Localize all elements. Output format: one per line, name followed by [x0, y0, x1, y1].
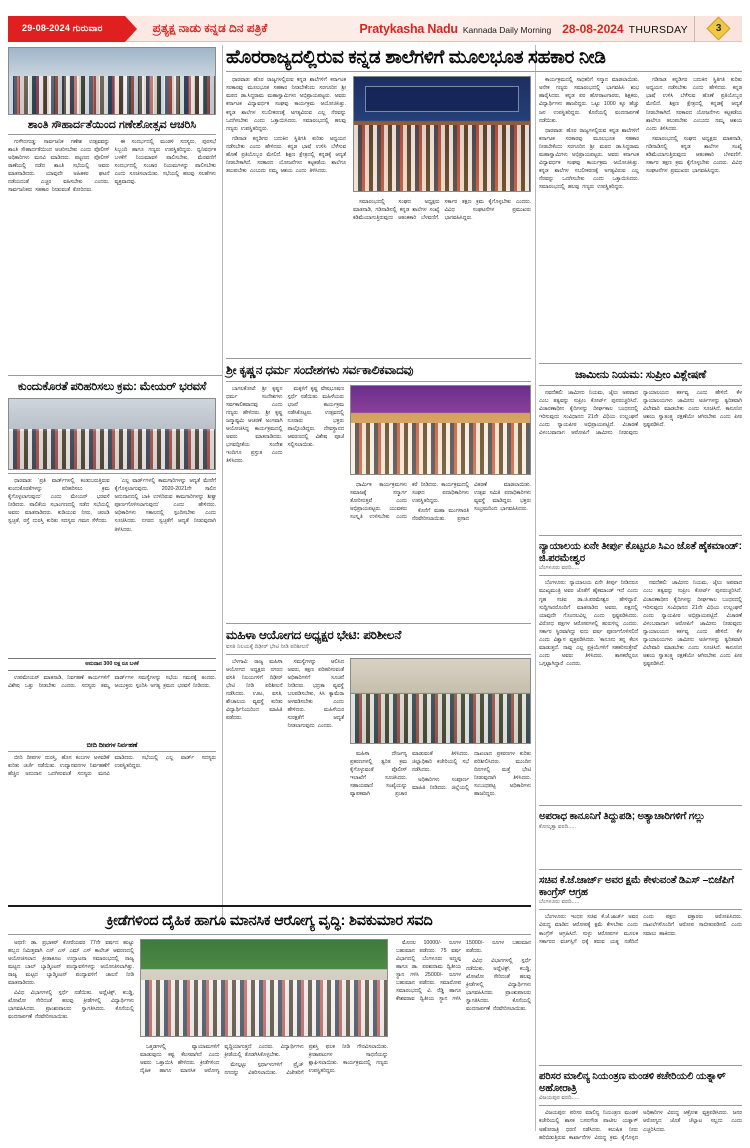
- divider: [226, 654, 531, 655]
- page-number-badge: [706, 16, 730, 40]
- krishna-para-2: ಮಕ್ಕಳಿಗೆ ಕೃಷ್ಣ ವೇಷಭೂಷಣ ಸ್ಪರ್ಧೆ ನಡೆಯಿತು. ಮಹಿಳೆಯರು ಭಜನೆ ಕಾರ್ಯಕ್ರಮ ನಡೆಸಿಕೊಟ್ಟರು. ಉತ್ಸವದಲ್ಲಿ ನೂರಾರು ಭಕ್ತರು ಪಾಲ್ಗೊಂಡಿದ್ದರು. ದೇವಸ್ಥಾನದ ಆವರಣದಲ್ಲಿ ವಿಶೇಷ ಪೂಜೆ ಸಲ್ಲಿಸಲಾಯಿತು.: [287, 385, 344, 449]
- photo-people-layer: [9, 76, 215, 114]
- women-col-1: [226, 658, 344, 912]
- photo-background: [9, 48, 215, 76]
- section-rule-mid-2: [226, 623, 531, 624]
- lead-layout: [226, 76, 742, 361]
- lead-col-2: [353, 198, 531, 361]
- krishna-col-1: [226, 385, 344, 621]
- lead-para-4: ಕಾರ್ಯಕ್ರಮದಲ್ಲಿ ಸಾಧಕರಿಗೆ ಸನ್ಮಾನ ಮಾಡಲಾಯಿತು. ಅನೇಕ ಗಣ್ಯರು ಸಮಾರಂಭದಲ್ಲಿ ಭಾಗವಹಿಸಿ ಶುಭ ಹಾರೈಸಿದರು. ಕನ್ನಡ ಪರ ಹೋರಾಟಗಾರರು, ಶಿಕ್ಷಕರು, ವಿದ್ಯಾರ್ಥಿಗಳು ಹಾಜರಿದ್ದರು. ಒಟ್ಟು 1000 ಕ್ಕೂ ಹೆಚ್ಚು ಜನ ಉಪಸ್ಥಿತರಿದ್ದರು. ಕೊನೆಯಲ್ಲಿ ವಂದನಾರ್ಪಣೆ ನಡೆಯಿತು.: [539, 77, 639, 124]
- article-mayor: [8, 381, 216, 964]
- krishna-col-2: [350, 481, 531, 621]
- crime-kicker: ಕೋಲ್ಕತ್ತಾ ವರದಿ.....: [539, 823, 576, 830]
- page-number-text: 3: [715, 23, 722, 34]
- women-para-2: ಸಮಸ್ಯೆಗಳನ್ನು ಆಲಿಸಿದ ಅವರು, ತಕ್ಷಣ ಪರಿಹರಿಸುವಂತೆ ಅಧಿಕಾರಿಗಳಿಗೆ ಸೂಚನೆ ನೀಡಿದರು. ಭದ್ರತಾ ವ್ಯವಸ್ಥೆ ಬಲಪಡಿಸಬೇಕು, ಸಿಸಿ ಕ್ಯಾಮೆರಾ ಅಳವಡಿಸಬೇಕು ಎಂದು ಹೇಳಿದರು. ಮಹಿಳೆಯರ ಸುರಕ್ಷತೆಗೆ ಆದ್ಯತೆ ನೀಡಲಾಗುವುದು ಎಂದರು.: [287, 658, 344, 730]
- divider: [539, 385, 742, 386]
- mayor-subheading: ಬೀದಿ ದೀಪಗಳ ನಿರ್ವಹಣೆ: [8, 742, 216, 752]
- lead-para-5: ಧಾರವಾಡ: ಹೊರ ರಾಜ್ಯಗಳಲ್ಲಿರುವ ಕನ್ನಡ ಶಾಲೆಗಳಿಗೆ ಕರ್ನಾಟಕ ಸರಕಾರವು ಮೂಲಭೂತ ಸಹಕಾರ ನೀಡಬೇಕೆಂದು ಸರಗೂರಿನ ಶ್ರೀ ಮಠದ ಡಾ.ಸಿದ್ಧರಾಮ ಮಹಾಸ್ವಾಮಿಗಳು ಅಭಿಪ್ರಾಯಪಟ್ಟರು. ಅವರು ಕರ್ನಾಟಕ ವಿದ್ಯಾವರ್ಧಕ ಸಂಘವು ಕಾರ್ಯಕ್ರಮ ಆಯೋಜಿಸಿತ್ತು. ಕನ್ನಡ ಶಾಲೆಗಳ ಸಬಲೀಕರಣಕ್ಕೆ ಅಗತ್ಯವಿರುವ ಎಲ್ಲ ನೆರವನ್ನು ಒದಗಿಸಬೇಕು ಎಂದು ಒತ್ತಾಯಿಸಿದರು. ಸಮಾರಂಭದಲ್ಲಿ ಹಲವು ಗಣ್ಯರು ಉಪಸ್ಥಿತರಿದ್ದರು.: [539, 127, 639, 190]
- masthead-kannada-title: ಪ್ರತ್ಯಕ್ಷ ನಾಡು ಕನ್ನಡ ದಿನ ಪತ್ರಿಕೆ: [152, 21, 268, 35]
- krishna-layout: [226, 385, 531, 621]
- lead-para-6: ಗಡಿನಾಡ ಕನ್ನಡಿಗರ ಬದುಕಿನ ಸ್ಥಿತಿಗತಿ ಕುರಿತು ಅಧ್ಯಯನ ನಡೆಸಬೇಕು ಎಂದು ಹೇಳಿದರು. ಕನ್ನಡ ಭಾಷೆ ಉಳಿಸಿ ಬೆಳೆಸುವ ಹೊಣೆ ಪ್ರತಿಯೊಬ್ಬರ ಮೇಲಿದೆ. ಶಿಕ್ಷಣ ಕ್ಷೇತ್ರದಲ್ಲಿ ಕನ್ನಡಕ್ಕೆ ಆದ್ಯತೆ ನೀಡಬೇಕಾಗಿದೆ. ಸರಕಾರದ ಯೋಜನೆಗಳು ಕಟ್ಟಕಡೆಯ ಶಾಲೆಗೂ ತಲುಪಬೇಕು ಎಂಬುದು ನಮ್ಮ ಆಶಯ ಎಂದು ತಿಳಿಸಿದರು.: [646, 77, 742, 132]
- photo-people-layer: [9, 429, 215, 470]
- article-court-highcommand: [539, 541, 742, 819]
- mayor-para-1: ಧಾರವಾಡ: ‘ಪ್ರತಿ ವಾರ್ಡ್‌ಗಳಲ್ಲಿ ಕಂಡುಬರುತ್ತಿರುವ ಕುಂದುಕೊರತೆಗಳನ್ನು ಪರಿಹರಿಸಲು ಕ್ರಮ ಕೈಗೊಳ್ಳಲಾಗುವುದು’ ಎಂದು ಮೇಯರ್ ಭರವಸೆ ನೀಡಿದರು. ಪಾಲಿಕೆಯ ಸಭಾಂಗಣದಲ್ಲಿ ನಡೆದ ಸಭೆಯಲ್ಲಿ ಅವರು ಮಾತನಾಡಿದರು. ಕುಡಿಯುವ ನೀರು, ಚರಂಡಿ ಸ್ವಚ್ಛತೆ, ರಸ್ತೆ ದುರಸ್ತಿ ಕುರಿತು ಸದಸ್ಯರು ಗಮನ ಸೆಳೆದರು.: [8, 478, 110, 525]
- lead-col-3: [539, 76, 639, 361]
- column-rule-1: [222, 45, 223, 923]
- masthead-date-flag: 29-08-2024 ಗುರುವಾರ: [8, 16, 125, 42]
- krishna-para-4: ಕೊನೆಗೆ ಮಹಾ ಮಂಗಳಾರತಿ ನೆರವೇರಿಸಲಾಯಿತು. ಪ್ರಸಾದ ವಿತರಣೆ ಮಾಡಲಾಯಿತು. ಉತ್ಸವ ಸಮಿತಿ ಪದಾಧಿಕಾರಿಗಳು ವ್ಯವಸ್ಥೆ ಮಾಡಿದ್ದರು. ಭಕ್ತರು ಸಂಭ್ರಮದಿಂದ ಭಾಗವಹಿಸಿದರು.: [412, 481, 531, 522]
- police-meeting-photo: [8, 47, 216, 115]
- sports-team-group-photo: [140, 939, 388, 1037]
- divider: [539, 1105, 742, 1106]
- masthead: [8, 16, 742, 42]
- bail-para-1: ನವದೆಹಲಿ: ಜಾಮೀನು ನಿಯಮ, ಜೈಲು ಅಪವಾದ ಎಂಬ ತತ್ವವನ್ನು ಸುಪ್ರೀಂ ಕೋರ್ಟ್ ಪುನರುಚ್ಚರಿಸಿದೆ. ವಿಚಾರಣಾಧೀನ ಕೈದಿಗಳನ್ನು ದೀರ್ಘಕಾಲ ಬಂಧನದಲ್ಲಿ ಇರಿಸುವುದು ಸಂವಿಧಾನದ 21ನೇ ವಿಧಿಯ ಉಲ್ಲಂಘನೆ ಎಂದು ನ್ಯಾಯಪೀಠ ಅಭಿಪ್ರಾಯಪಟ್ಟಿದೆ. ವಿಚಾರಣೆ ವಿಳಂಬವಾದಾಗ ಆರೋಪಿಗೆ ಜಾಮೀನು ನೀಡುವುದು ನ್ಯಾಯಾಲಯದ ಕರ್ತವ್ಯ ಎಂದು ಹೇಳಿದೆ. ಕೆಳ ನ್ಯಾಯಾಲಯಗಳು ಜಾಮೀನು ಅರ್ಜಿಗಳನ್ನು ತ್ವರಿತವಾಗಿ ವಿಲೇವಾರಿ ಮಾಡಬೇಕು ಎಂದು ಸೂಚಿಸಿದೆ. ಕಾನೂನಿನ ಆಶಯ ಸ್ವಾತಂತ್ರ್ಯ ರಕ್ಷಣೆಯೇ ಆಗಿರಬೇಕು ಎಂದು ಪೀಠ ಸ್ಪಷ್ಟಪಡಿಸಿದೆ.: [539, 389, 742, 436]
- lead-col-1: [226, 76, 346, 361]
- sports-headline: ಕ್ರೀಡೆಗಳಿಂದ ದೈಹಿಕ ಹಾಗೂ ಮಾನಸಿಕ ಆರೋಗ್ಯ ವೃದ್ಧಿ: ಶಿವಕುಮಾರ ಸವದಿ: [106, 913, 433, 929]
- crime-headline: ಅಪರಾಧ ಕಾನೂನಿಗೆ ತಿದ್ದುಪಡಿ; ಅತ್ಯಾಚಾರಿಗಳಿಗೆ ಗಲ್ಲು: [539, 811, 705, 822]
- photo-people-layer: [354, 125, 530, 191]
- bail-body: [539, 389, 742, 529]
- article-pollution-protest: [539, 1071, 742, 1148]
- women-layout: [226, 658, 531, 912]
- divider: [226, 381, 531, 382]
- article-women-commission: [226, 629, 531, 912]
- sports-col-2: [140, 1043, 388, 1135]
- ganesh-para-1: ಗುಳೇದಗುಡ್ಡ: ಸಾರ್ವಜನಿಕ ಗಣೇಶ ಉತ್ಸವವನ್ನು ಶಾಂತಿ ಸೌಹಾರ್ದತೆಯಿಂದ ಆಚರಿಸಬೇಕು ಎಂದು ಪೊಲೀಸ್ ಅಧಿಕಾರಿಗಳು ಮನವಿ ಮಾಡಿದರು. ಪಟ್ಟಣದ ಪೊಲೀಸ್ ಠಾಣೆಯಲ್ಲಿ ನಡೆದ ಶಾಂತಿ ಸಭೆಯಲ್ಲಿ ಅವರು ಮಾತನಾಡಿದರು. ಯಾವುದೇ ಅಹಿತಕರ ಘಟನೆ ನಡೆಯದಂತೆ ಎಚ್ಚರ ವಹಿಸಬೇಕು ಎಂದರು. ಸಾರ್ವಜನಿಕರು ಸಹಕಾರ ನೀಡುವಂತೆ ಕೋರಿದರು.: [8, 139, 110, 194]
- mayor-para-4: ಬೀದಿ ದೀಪಗಳ ದುರಸ್ತಿ, ಹೊಸ ಕಂಬಗಳ ಅಳವಡಿಕೆ ಕುರಿತು ಚರ್ಚೆ ನಡೆಯಿತು. ಉದ್ಯಾನವನಗಳ ನಿರ್ವಹಣೆಗೆ ಹೆಚ್ಚಿನ ಅನುದಾನ ಒದಗಿಸುವಂತೆ ಸದಸ್ಯರು ಮನವಿ ಮಾಡಿದರು. ಸಭೆಯಲ್ಲಿ ಎಲ್ಲ ವಾರ್ಡ್ ಸದಸ್ಯರು ಉಪಸ್ಥಿತರಿದ್ದರು.: [8, 755, 216, 778]
- section-rule-right-1: [539, 363, 742, 364]
- court-headline: ನ್ಯಾಯಾಲಯ ಏನೇ ತೀರ್ಪು ಕೊಟ್ಟರೂ ಸಿಎಂ ಜೊತೆ ಹೈಕಮಾಂಡ್: ಜಿ.ಪರಮೇಶ್ವರ: [539, 541, 742, 564]
- women-para-4: ಅಧಿಕಾರಿಗಳು ಸಂಪೂರ್ಣ ಮಾಹಿತಿ ನೀಡಿದರು. ಜಿಲ್ಲೆಯಲ್ಲಿ ದಾಖಲಾದ ಪ್ರಕರಣಗಳ ಕುರಿತು ಪರಿಶೀಲಿಸಿದರು. ಮುಂದಿನ ದಿನಗಳಲ್ಲಿ ಮತ್ತೆ ಭೇಟಿ ನೀಡುವುದಾಗಿ ತಿಳಿಸಿದರು. ಸಂಬಂಧಪಟ್ಟ ಅಧಿಕಾರಿಗಳು ಹಾಜರಿದ್ದರು.: [412, 750, 531, 798]
- women-para-3: ಮಹಿಳಾ ದೌರ್ಜನ್ಯ ಪ್ರಕರಣಗಳಲ್ಲಿ ತ್ವರಿತ ಕ್ರಮ ಕೈಗೊಳ್ಳುವಂತೆ ಪೊಲೀಸ್ ಇಲಾಖೆಗೆ ಸೂಚಿಸಿದರು. ಸಹಾಯವಾಣಿ ಸಂಖ್ಯೆಯನ್ನು ವ್ಯಾಪಕವಾಗಿ ಪ್ರಚಾರ ಮಾಡುವಂತೆ ತಿಳಿಸಿದರು. ಜಿಲ್ಲಾಧಿಕಾರಿ ಕಚೇರಿಯಲ್ಲಿ ಸಭೆ ನಡೆಸಿದರು.: [350, 750, 469, 798]
- photo-people-layer: [351, 694, 530, 743]
- pollution-headline: ಪರಿಸರ ಮಾಲಿನ್ಯ ನಿಯಂತ್ರಣ ಮಂಡಳಿ ಕಚೇರಿಯಲಿ ಯತ್ನಾಳ್ ಅಹೋರಾತ್ರಿ: [539, 1071, 726, 1094]
- congress-para-1: ಬೆಂಗಳೂರು: ಇಂಧನ ಸಚಿವ ಕೆ.ಜೆ.ಜಾರ್ಜ್ ಅವರ ವಿರುದ್ಧ ಮಾಡಿದ ಆರೋಪಕ್ಕೆ ಕ್ಷಮೆ ಕೇಳಬೇಕು ಎಂದು ಕಾಂಗ್ರೆಸ್ ಆಗ್ರಹಿಸಿದೆ. ಸುಳ್ಳು ಆರೋಪಗಳ ಮೂಲಕ ಸರ್ಕಾರದ ವರ್ಚಸ್ಸಿಗೆ ಧಕ್ಕೆ ತರುವ ಯತ್ನ ನಡೆದಿದೆ ಎಂದು ಪಕ್ಷದ ವಕ್ತಾರರು ಆರೋಪಿಸಿದರು. ದಾಖಲೆಗಳೊಂದಿಗೆ ಆರೋಪ ಸಾಬೀತುಪಡಿಸಲಿ ಎಂದು ಸವಾಲು ಹಾಕಿದರು.: [539, 914, 742, 945]
- ganesh-para-2: ಈ ಸಂದರ್ಭದಲ್ಲಿ ಮಂಡಳಿ ಸದಸ್ಯರು, ಪುರಸಭೆ ಸಿಬ್ಬಂದಿ ಹಾಗೂ ಗಣ್ಯರು ಉಪಸ್ಥಿತರಿದ್ದರು. ಧ್ವನಿವರ್ಧಕ ಬಳಕೆಗೆ ನಿಯಮಾವಳಿ ಪಾಲಿಸಬೇಕು, ಮೆರವಣಿಗೆ ಸಂದರ್ಭದಲ್ಲಿ ಸಂಚಾರ ನಿಯಮಗಳನ್ನು ಪಾಲಿಸಬೇಕು ಎಂದು ಸೂಚಿಸಲಾಯಿತು. ಸಭೆಯಲ್ಲಿ ಹಲವು ಸಲಹೆಗಳು ವ್ಯಕ್ತವಾದವು.: [114, 139, 216, 186]
- section-rule-right-4: [539, 869, 742, 870]
- mayor-body-mid: [8, 674, 216, 740]
- krishna-para-3: ಧಾರ್ಮಿಕ ಕಾರ್ಯಕ್ರಮಗಳು ಸಮಾಜಕ್ಕೆ ಸನ್ಮಾರ್ಗ ತೋರಿಸುತ್ತವೆ ಎಂದು ಅಭಿಪ್ರಾಯಪಟ್ಟರು. ಯುವಕರು ಸಂಸ್ಕೃತಿ ಉಳಿಸಬೇಕು ಎಂದು ಕರೆ ನೀಡಿದರು. ಕಾರ್ಯಕ್ರಮದಲ್ಲಿ ಸಂಘದ ಪದಾಧಿಕಾರಿಗಳು ಉಪಸ್ಥಿತರಿದ್ದರು.: [350, 481, 469, 520]
- women-headline: ಮಹಿಳಾ ಆಯೋಗದ ಅಧ್ಯಕ್ಷರ ಭೇಟಿ: ಪರಿಶೀಲನೆ: [226, 628, 402, 642]
- lead-para-1: ಧಾರವಾಡ: ಹೊರ ರಾಜ್ಯಗಳಲ್ಲಿರುವ ಕನ್ನಡ ಶಾಲೆಗಳಿಗೆ ಕರ್ನಾಟಕ ಸರಕಾರವು ಮೂಲಭೂತ ಸಹಕಾರ ನೀಡಬೇಕೆಂದು ಸರಗೂರಿನ ಶ್ರೀ ಮಠದ ಡಾ.ಸಿದ್ಧರಾಮ ಮಹಾಸ್ವಾಮಿಗಳು ಅಭಿಪ್ರಾಯಪಟ್ಟರು. ಅವರು ಕರ್ನಾಟಕ ವಿದ್ಯಾವರ್ಧಕ ಸಂಘವು ಕಾರ್ಯಕ್ರಮ ಆಯೋಜಿಸಿತ್ತು. ಕನ್ನಡ ಶಾಲೆಗಳ ಸಬಲೀಕರಣಕ್ಕೆ ಅಗತ್ಯವಿರುವ ಎಲ್ಲ ನೆರವನ್ನು ಒದಗಿಸಬೇಕು ಎಂದು ಒತ್ತಾಯಿಸಿದರು. ಸಮಾರಂಭದಲ್ಲಿ ಹಲವು ಗಣ್ಯರು ಉಪಸ್ಥಿತರಿದ್ದರು.: [226, 77, 346, 132]
- article-congress-demand: [539, 875, 742, 1067]
- krishna-para-1: ಬಾಗಲಕೋಟೆ: ಶ್ರೀ ಕೃಷ್ಣನ ಧರ್ಮ ಸಂದೇಶಗಳು ಸರ್ವಕಾಲಿಕವಾದವು ಎಂದು ಗಣ್ಯರು ಹೇಳಿದರು. ಶ್ರೀ ಕೃಷ್ಣ ಜನ್ಮಾಷ್ಟಮಿ ಆಚರಣೆ ಅಂಗವಾಗಿ ಆಯೋಜಿಸಿದ್ದ ಕಾರ್ಯಕ್ರಮದಲ್ಲಿ ಅವರು ಮಾತನಾಡಿದರು. ಭಗವದ್ಗೀತೆಯ ಸಂದೇಶ ಇಂದಿಗೂ ಪ್ರಸ್ತುತ ಎಂದು ತಿಳಿಸಿದರು.: [226, 385, 283, 465]
- mayor-body-top: [8, 477, 216, 655]
- kannada-school-event-photo: [353, 76, 531, 192]
- photo-people-layer: [351, 423, 530, 474]
- article-lead: [226, 47, 742, 361]
- masthead-english-subtitle: Kannada Daily Morning: [462, 24, 552, 35]
- mayor-headline: ಕುಂದುಕೊರತೆ ಪರಿಹರಿಸಲು ಕ್ರಮ: ಮೇಯರ್ ಭರವಸೆ: [17, 381, 207, 393]
- section-rule-left-1: [8, 375, 222, 376]
- newspaper-page: [0, 16, 750, 1148]
- sports-para-1: ಅಥಣಿ: ಡಾ. ಪ್ರಭಾಕರ್ ಕೋರೆಯವರ 77ನೇ ವರ್ಷದ ಹುಟ್ಟು ಹಬ್ಬದ ನಿಮಿತ್ತವಾಗಿ ಎನ್ ಎಸ್ ಎಮ್ ಎಸ್ ಕಾಲೇಜ್ ಆವರಣದಲ್ಲಿ ಆಯೋಜಿಸಲಾದ ಕ್ರೀಡಾಕೂಟ ಉದ್ಘಾಟನಾ ಸಮಾರಂಭದಲ್ಲಿ ರಾಜ್ಯ ಮಟ್ಟದ ಬಾಲ್ ಬ್ಯಾಡ್ಮಿಂಟನ್ ಪಂದ್ಯಾವಳಿಗಳನ್ನು ಆಯೋಜಿಸಲಾಗಿತ್ತು. ರಾಜ್ಯ ಮಟ್ಟದ ಬ್ಯಾಡ್ಮಿಂಟನ್ ಪಂದ್ಯಾವಳಿಗೆ ಚಾಲನೆ ನೀಡಿ ಮಾತನಾಡಿದರು.: [8, 939, 134, 986]
- lead-para-3: ಸಮಾರಂಭದಲ್ಲಿ ಸಂಘದ ಅಧ್ಯಕ್ಷರು ಮಾತನಾಡಿ, ಗಡಿನಾಡಿನಲ್ಲಿ ಕನ್ನಡ ಶಾಲೆಗಳ ಸಂಖ್ಯೆ ಕಡಿಮೆಯಾಗುತ್ತಿರುವುದು ಆತಂಕಕಾರಿ ಬೆಳವಣಿಗೆ. ಸರ್ಕಾರ ತಕ್ಷಣ ಕ್ರಮ ಕೈಗೊಳ್ಳಬೇಕು ಎಂದರು. ವಿವಿಧ ಸಂಘಟನೆಗಳ ಪ್ರಮುಖರು ಭಾಗವಹಿಸಿದ್ದರು.: [353, 199, 531, 222]
- women-commission-visit-photo: [350, 658, 531, 744]
- masthead-english-title: Pratykasha Nadu: [359, 21, 458, 36]
- mayor-para-3: ಉಪಮೇಯರ್ ಮಾತನಾಡಿ, ನಿರ್ವಹಣೆ ಕಾರ್ಯಗಳಿಗೆ ವಿಶೇಷ ಒತ್ತು ನೀಡಬೇಕು ಎಂದರು. ಸದಸ್ಯರು ತಮ್ಮ ವಾರ್ಡ್‌ಗಳ ಸಮಸ್ಯೆಗಳನ್ನು ಸಭೆಯ ಗಮನಕ್ಕೆ ತಂದರು. ಆಯುಕ್ತರು ಸ್ಪಂದಿಸಿ ಅಗತ್ಯ ಕ್ರಮದ ಭರವಸೆ ನೀಡಿದರು.: [8, 675, 216, 690]
- masthead-weekday: THURSDAY: [628, 23, 688, 36]
- congress-kicker: ಬೆಂಗಳೂರು ವರದಿ.....: [539, 899, 580, 906]
- divider: [539, 909, 742, 910]
- sports-para-4: ಮೇಲ್ಪಟ್ಟು ಸ್ಪರ್ಧಾಳುಗಳಿಗೆ ಪ್ರೈಜ್ ನಗದನ್ನು ವಿತರಿಸಲಾಯಿತು. ವಿಜೇತರಿಗೆ ಪ್ರಶಸ್ತಿ ಫಲಕ ನೀಡಿ ಗೌರವಿಸಲಾಯಿತು. ಕ್ರೀಡಾಪಟುಗಳ ಸಾಧನೆಯನ್ನು ಶ್ಲಾಘಿಸಲಾಯಿತು. ಕಾರ್ಯಕ್ರಮದಲ್ಲಿ ಗಣ್ಯರು ಉಪಸ್ಥಿತರಿದ್ದರು.: [224, 1043, 388, 1076]
- pollution-kicker: ವಿಜಯಪುರ ವರದಿ.....: [539, 1095, 580, 1102]
- page-number-cell: [694, 16, 742, 42]
- article-krishna: [226, 364, 531, 621]
- bail-headline: ಜಾಮೀನು ನಿಯಮ: ಸುಪ್ರೀಂ ವಿಶ್ಲೇಷಣೆ: [574, 369, 706, 381]
- women-para-1: ಬೆಳಗಾವಿ: ರಾಜ್ಯ ಮಹಿಳಾ ಆಯೋಗದ ಅಧ್ಯಕ್ಷರು ನಗರದ ವಸತಿ ನಿಲಯಗಳಿಗೆ ದಿಢೀರ್ ಭೇಟಿ ನೀಡಿ ಪರಿಶೀಲನೆ ನಡೆಸಿದರು. ಊಟ, ವಸತಿ, ಶೌಚಾಲಯ ವ್ಯವಸ್ಥೆ ಕುರಿತು ವಿದ್ಯಾರ್ಥಿನಿಯರಿಂದ ಮಾಹಿತಿ ಪಡೆದರು.: [226, 658, 283, 722]
- sports-para-6: ವಿವಿಧ ವಿಭಾಗಗಳಲ್ಲಿ ಸ್ಪರ್ಧೆ ನಡೆಯಿತು. ಅಥ್ಲೆಟಿಕ್ಸ್, ಕಬಡ್ಡಿ, ಖೋಖೋ ಸೇರಿದಂತೆ ಹಲವು ಕ್ರೀಡೆಗಳಲ್ಲಿ ವಿದ್ಯಾರ್ಥಿಗಳು ಭಾಗವಹಿಸಿದರು. ಪ್ರಾಂಶುಪಾಲರು ಸ್ವಾಗತಿಸಿದರು. ಕೊನೆಯಲ್ಲಿ ವಂದನಾರ್ಪಣೆ ನೆರವೇರಿಸಲಾಯಿತು.: [466, 957, 531, 1013]
- mayor-meeting-photo: [8, 398, 216, 470]
- lead-para-7: ಸಮಾರಂಭದಲ್ಲಿ ಸಂಘದ ಅಧ್ಯಕ್ಷರು ಮಾತನಾಡಿ, ಗಡಿನಾಡಿನಲ್ಲಿ ಕನ್ನಡ ಶಾಲೆಗಳ ಸಂಖ್ಯೆ ಕಡಿಮೆಯಾಗುತ್ತಿರುವುದು ಆತಂಕಕಾರಿ ಬೆಳವಣಿಗೆ. ಸರ್ಕಾರ ತಕ್ಷಣ ಕ್ರಮ ಕೈಗೊಳ್ಳಬೇಕು ಎಂದರು. ವಿವಿಧ ಸಂಘಟನೆಗಳ ಪ್ರಮುಖರು ಭಾಗವಹಿಸಿದ್ದರು.: [646, 135, 742, 174]
- photo-banner-layer: [365, 86, 520, 111]
- divider: [8, 134, 216, 135]
- court-kicker: ಬೆಂಗಳೂರು ವರದಿ.....: [539, 565, 580, 572]
- lead-para-2: ಗಡಿನಾಡ ಕನ್ನಡಿಗರ ಬದುಕಿನ ಸ್ಥಿತಿಗತಿ ಕುರಿತು ಅಧ್ಯಯನ ನಡೆಸಬೇಕು ಎಂದು ಹೇಳಿದರು. ಕನ್ನಡ ಭಾಷೆ ಉಳಿಸಿ ಬೆಳೆಸುವ ಹೊಣೆ ಪ್ರತಿಯೊಬ್ಬರ ಮೇಲಿದೆ. ಶಿಕ್ಷಣ ಕ್ಷೇತ್ರದಲ್ಲಿ ಕನ್ನಡಕ್ಕೆ ಆದ್ಯತೆ ನೀಡಬೇಕಾಗಿದೆ. ಸರಕಾರದ ಯೋಜನೆಗಳು ಕಟ್ಟಕಡೆಯ ಶಾಲೆಗೂ ತಲುಪಬೇಕು ಎಂಬುದು ನಮ್ಮ ಆಶಯ ಎಂದು ತಿಳಿಸಿದರು.: [226, 135, 346, 174]
- divider: [539, 575, 742, 576]
- sports-layout: [8, 939, 531, 1135]
- congress-headline: ಸಚಿವ ಕೆ.ಜೆ.ಜಾರ್ಜ್ ಅವರ ಕ್ಷಮೆ ಕೇಳುವಂತೆ ಡಿಎಸ್ –ಬಿಜೆಪಿಗೆ ಕಾಂಗ್ರೆಸ್ ಆಗ್ರಹ: [539, 875, 734, 898]
- divider: [8, 934, 531, 935]
- content-grid: [8, 45, 742, 1141]
- pollution-para-1: ವಿಜಯಪುರ: ಪರಿಸರ ಮಾಲಿನ್ಯ ನಿಯಂತ್ರಣ ಮಂಡಳಿ ಕಚೇರಿಯಲ್ಲಿ ಶಾಸಕ ಬಸನಗೌಡ ಪಾಟೀಲ ಯತ್ನಾಳ್ ಅಹೋರಾತ್ರಿ ಧರಣಿ ನಡೆಸಿದರು. ಕಲುಷಿತ ನೀರು ಹರಿಬಿಡುತ್ತಿರುವ ಕಾರ್ಖಾನೆಗಳ ವಿರುದ್ಧ ಕ್ರಮ ಕೈಗೊಳ್ಳದ ಅಧಿಕಾರಿಗಳ ವಿರುದ್ಧ ಆಕ್ರೋಶ ವ್ಯಕ್ತಪಡಿಸಿದರು. ಜನರ ಆರೋಗ್ಯದ ಜೊತೆ ಚೆಲ್ಲಾಟ ಸಲ್ಲದು ಎಂದು ಎಚ್ಚರಿಸಿದರು.: [539, 1110, 742, 1141]
- sports-col-1: [8, 939, 134, 1135]
- ganesh-body: [8, 138, 216, 374]
- sports-para-5: ಮೊದಲ 10000/- ರೂಗಳ ಬಹುಮಾನ ಪಡೆದರು. 75 ವರ್ಷ ವಿಭಾಗದಲ್ಲಿ ಬೆಂಗಳೂರು ಅಣ್ಣಪ್ಪ ಹಾಗೂ ಡಾ. ಪರಶುರಾಮ ದ್ವಿತೀಯ ಸ್ಥಾನ ಗಳಿಸಿ 25000/- ರೂಗಳ ಬಹುಮಾನ ಪಡೆದರು. ಸಮಾರೋಪ ಸಮಾರಂಭದಲ್ಲಿ ವಿ. ರೆಡ್ಡಿ ಹಾಗೂ ಕೇಶವರಾವ ದ್ವಿತೀಯ ಸ್ಥಾನ ಗಳಿಸಿ 15000/- ರೂಗಳ ಬಹುಮಾನ ಪಡೆದರು.: [396, 939, 531, 1002]
- lead-col-4: [646, 76, 742, 361]
- ganesh-caption: ಶಾಂತಿ ಸೌಹಾರ್ದತೆಯಿಂದ ಗಣೇಶೋತ್ಸವ ಆಚರಿಸಿ: [27, 119, 197, 131]
- women-col-2: [350, 750, 531, 912]
- court-para-2: ನವದೆಹಲಿ: ಜಾಮೀನು ನಿಯಮ, ಜೈಲು ಅಪವಾದ ಎಂಬ ತತ್ವವನ್ನು ಸುಪ್ರೀಂ ಕೋರ್ಟ್ ಪುನರುಚ್ಚರಿಸಿದೆ. ವಿಚಾರಣಾಧೀನ ಕೈದಿಗಳನ್ನು ದೀರ್ಘಕಾಲ ಬಂಧನದಲ್ಲಿ ಇರಿಸುವುದು ಸಂವಿಧಾನದ 21ನೇ ವಿಧಿಯ ಉಲ್ಲಂಘನೆ ಎಂದು ನ್ಯಾಯಪೀಠ ಅಭಿಪ್ರಾಯಪಟ್ಟಿದೆ. ವಿಚಾರಣೆ ವಿಳಂಬವಾದಾಗ ಆರೋಪಿಗೆ ಜಾಮೀನು ನೀಡುವುದು ನ್ಯಾಯಾಲಯದ ಕರ್ತವ್ಯ ಎಂದು ಹೇಳಿದೆ. ಕೆಳ ನ್ಯಾಯಾಲಯಗಳು ಜಾಮೀನು ಅರ್ಜಿಗಳನ್ನು ತ್ವರಿತವಾಗಿ ವಿಲೇವಾರಿ ಮಾಡಬೇಕು ಎಂದು ಸೂಚಿಸಿದೆ. ಕಾನೂನಿನ ಆಶಯ ಸ್ವಾತಂತ್ರ್ಯ ರಕ್ಷಣೆಯೇ ಆಗಿರಬೇಕು ಎಂದು ಪೀಠ ಸ್ಪಷ್ಟಪಡಿಸಿದೆ.: [643, 580, 742, 667]
- pollution-body: [539, 1109, 742, 1148]
- article-bail-rule: [539, 369, 742, 529]
- photo-people-layer: [141, 980, 387, 1036]
- krishna-janmashtami-photo: [350, 385, 531, 475]
- court-body: [539, 579, 742, 819]
- mayor-pullquote: ಅನುದಾನ 300 ಲಕ್ಷ ರೂ ಬಳಕೆ: [8, 658, 216, 671]
- sports-col-3: [396, 939, 531, 1135]
- masthead-english-date: 28-08-2024: [562, 21, 624, 36]
- lead-headline: ಹೊರರಾಜ್ಯದಲ್ಲಿರುವ ಕನ್ನಡ ಶಾಲೆಗಳಿಗೆ ಮೂಲಭೂತ ಸಹಕಾರ ನೀಡಿ: [226, 46, 606, 67]
- sports-para-2: ವಿವಿಧ ವಿಭಾಗಗಳಲ್ಲಿ ಸ್ಪರ್ಧೆ ನಡೆಯಿತು. ಅಥ್ಲೆಟಿಕ್ಸ್, ಕಬಡ್ಡಿ, ಖೋಖೋ ಸೇರಿದಂತೆ ಹಲವು ಕ್ರೀಡೆಗಳಲ್ಲಿ ವಿದ್ಯಾರ್ಥಿಗಳು ಭಾಗವಹಿಸಿದರು. ಪ್ರಾಂಶುಪಾಲರು ಸ್ವಾಗತಿಸಿದರು. ಕೊನೆಯಲ್ಲಿ ವಂದನಾರ್ಪಣೆ ನೆರವೇರಿಸಲಾಯಿತು.: [8, 989, 134, 1021]
- court-para-1: ಬೆಂಗಳೂರು: ನ್ಯಾಯಾಲಯ ಏನೇ ತೀರ್ಪು ನೀಡಿದರೂ ಮುಖ್ಯಮಂತ್ರಿ ಅವರ ಜೊತೆಗೆ ಹೈಕಮಾಂಡ್ ಇದೆ ಎಂದು ಗೃಹ ಸಚಿವ ಡಾ.ಜಿ.ಪರಮೇಶ್ವರ ಹೇಳಿದ್ದಾರೆ. ಸುದ್ದಿಗಾರರೊಂದಿಗೆ ಮಾತನಾಡಿದ ಅವರು, ಪಕ್ಷದಲ್ಲಿ ಯಾವುದೇ ಗೊಂದಲವಿಲ್ಲ ಎಂದು ಸ್ಪಷ್ಟಪಡಿಸಿದರು. ವಿರೋಧ ಪಕ್ಷಗಳ ಆರೋಪಗಳಲ್ಲಿ ಹುರುಳಿಲ್ಲ ಎಂದರು. ಸರ್ಕಾರ ಸ್ಥಿರವಾಗಿದ್ದು ಐದು ವರ್ಷ ಪೂರ್ಣಗೊಳಿಸಲಿದೆ ಎಂದು ವಿಶ್ವಾಸ ವ್ಯಕ್ತಪಡಿಸಿದರು. ‘ಕಾನೂನು ತನ್ನ ಕೆಲಸ ಮಾಡುತ್ತದೆ. ನಾವು ಎಲ್ಲ ಪ್ರಕ್ರಿಯೆಗಳಿಗೆ ಸಹಕರಿಸುತ್ತೇವೆ’ ಎಂದು ಅವರು ತಿಳಿಸಿದರು. ಶಾಸಕರೆಲ್ಲರೂ ಒಗ್ಗಟ್ಟಾಗಿದ್ದಾರೆ ಎಂದರು.: [539, 580, 638, 667]
- article-crime-law: [539, 811, 742, 831]
- section-rule-right-2: [539, 535, 742, 536]
- masthead-english-block: [359, 22, 694, 36]
- article-sports: [8, 913, 531, 1135]
- article-ganesh: [8, 47, 216, 374]
- mayor-para-2: ‘ಎಲ್ಲ ವಾರ್ಡ್‌ಗಳಲ್ಲಿ ಕಾಮಗಾರಿಗಳನ್ನು ಆದ್ಯತೆ ಮೇರೆಗೆ ಕೈಗೊಳ್ಳಲಾಗುವುದು. 2020-2021ನೇ ಸಾಲಿನ ಅನುದಾನದಲ್ಲಿ ಬಾಕಿ ಉಳಿದಿರುವ ಕಾಮಗಾರಿಗಳನ್ನು ಶೀಘ್ರ ಪೂರ್ಣಗೊಳಿಸಲಾಗುವುದು’ ಎಂದು ಹೇಳಿದರು. ಅಧಿಕಾರಿಗಳು ಸಕಾಲದಲ್ಲಿ ಸ್ಪಂದಿಸಬೇಕು ಎಂದು ಸೂಚಿಸಿದರು. ನಗರದ ಸ್ವಚ್ಛತೆಗೆ ಆದ್ಯತೆ ನೀಡುವುದಾಗಿ ತಿಳಿಸಿದರು.: [114, 478, 216, 533]
- krishna-headline: ಶ್ರೀ ಕೃಷ್ಣನ ಧರ್ಮ ಸಂದೇಶಗಳು ಸರ್ವಕಾಲಿಕವಾದವು: [226, 363, 414, 377]
- divider: [226, 71, 742, 72]
- congress-body: [539, 913, 742, 1067]
- women-kicker: ವಸತಿ ನಿಲಯಕ್ಕೆ ದಿಢೀರ್ ಭೇಟಿ ನೀಡಿ ಪರಿಶೀಲನೆ: [226, 643, 309, 650]
- sports-para-3: ಒತ್ತಡಗಳಲ್ಲಿ ವ್ಯಾಯಾಮಗಳಿಗೆ ಮಾಡುವುದು ಕಷ್ಟ ಕೆಲಸವಾಗಿದೆ ಎಂದು ಅವರು ಒತ್ತಾಯಿಸಿ ಹೇಳಿದರು. ಕ್ರೀಡೆಗಳಿಂದ ದೈಹಿಕ ಹಾಗೂ ಮಾನಸಿಕ ಆರೋಗ್ಯ ವೃದ್ಧಿಯಾಗುತ್ತದೆ ಎಂದರು. ವಿದ್ಯಾರ್ಥಿಗಳು ಕ್ರೀಡೆಯಲ್ಲಿ ತೊಡಗಿಸಿಕೊಳ್ಳಬೇಕು.: [140, 1043, 304, 1074]
- divider: [8, 473, 216, 474]
